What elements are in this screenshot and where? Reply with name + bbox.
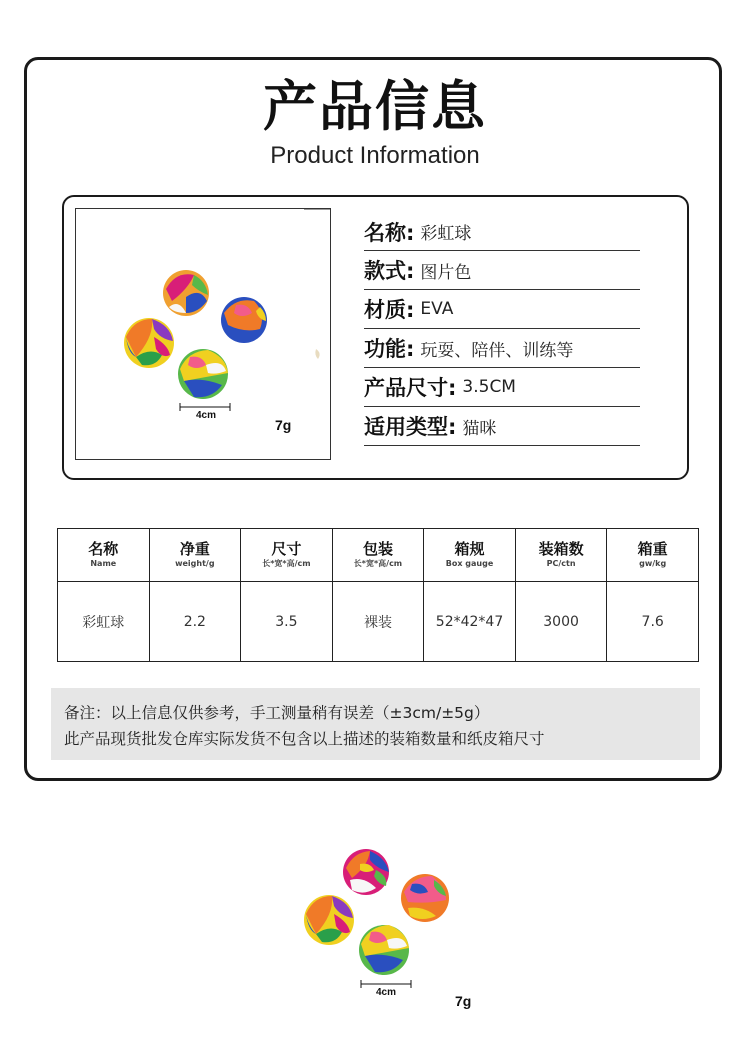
rainbow-ball [343, 849, 389, 895]
header-en: gw/kg [639, 559, 667, 568]
spec-row-style [364, 251, 640, 290]
header-cn: 净重 [179, 540, 210, 558]
table-cell: 7.6 [607, 582, 699, 662]
rainbow-ball [178, 349, 228, 399]
header-cn: 箱重 [637, 540, 668, 558]
table-row [58, 582, 699, 662]
spec-list [364, 213, 640, 446]
header-en: 长*宽*高/cm [353, 559, 403, 568]
spec-value: EVA [420, 299, 454, 319]
spec-value: 猫咪 [462, 418, 497, 439]
bottom-weight-label: 7g [455, 993, 472, 1009]
spec-label: 材质: [364, 298, 415, 322]
rainbow-ball [304, 895, 354, 945]
header-cn: 装箱数 [538, 540, 584, 558]
page-subtitle: Product Information [270, 142, 480, 169]
photo-weight-label: 7g [275, 417, 292, 433]
spec-label: 产品尺寸: [364, 376, 457, 400]
spec-row-name [364, 213, 640, 251]
table-header-row [58, 529, 699, 582]
rainbow-ball [359, 925, 409, 975]
rainbow-ball [124, 318, 174, 368]
table-header-cell [58, 529, 150, 582]
table-header-cell [515, 529, 607, 582]
packing-table [57, 528, 699, 662]
header-en: Name [90, 559, 117, 568]
table-cell: 3000 [515, 582, 607, 662]
spec-row-material [364, 290, 640, 329]
spec-value: 3.5CM [462, 377, 516, 397]
spec-label: 款式: [364, 259, 415, 283]
table-cell: 彩虹球 [58, 582, 150, 662]
table-header-cell [332, 529, 424, 582]
note-line: 此产品现货批发仓库实际发货不包含以上描述的装箱数量和纸皮箱尺寸 [64, 730, 545, 748]
bottom-dimension-label: 4cm [376, 987, 397, 998]
rainbow-ball [221, 297, 267, 343]
table-header-cell [607, 529, 699, 582]
table-cell: 裸装 [332, 582, 424, 662]
rainbow-ball [401, 874, 449, 922]
spec-value: 玩耍、陪伴、训练等 [420, 340, 574, 361]
spec-label: 适用类型: [364, 415, 457, 439]
spec-row-suitable [364, 407, 640, 446]
bottom-product-photo [290, 838, 490, 1018]
header-cn: 名称 [88, 540, 119, 558]
page-title: 产品信息 [263, 75, 487, 138]
rainbow-ball [163, 270, 209, 316]
header-en: Box gauge [445, 559, 494, 568]
note-line: 备注：以上信息仅供参考，手工测量稍有误差（±3cm/±5g） [64, 704, 490, 722]
spec-label: 名称: [364, 220, 415, 245]
table-header-cell [149, 529, 241, 582]
header-en: weight/g [175, 559, 215, 568]
table-header-cell [424, 529, 516, 582]
product-photo [75, 208, 331, 460]
header-cn: 包装 [362, 540, 393, 558]
table-cell: 3.5 [241, 582, 333, 662]
table-cell: 2.2 [149, 582, 241, 662]
table-cell: 52*42*47 [424, 582, 516, 662]
spec-label: 功能: [364, 337, 415, 361]
spec-value: 图片色 [420, 262, 472, 283]
note-box [51, 688, 700, 760]
photo-dimension-label: 4cm [196, 410, 217, 421]
table-header-cell [241, 529, 333, 582]
spec-row-size [364, 368, 640, 407]
header-cn: 尺寸 [271, 540, 302, 558]
rainbow-balls-image [76, 209, 331, 460]
header-en: 长*宽*高/cm [262, 559, 311, 568]
spec-value: 彩虹球 [420, 224, 472, 244]
header-cn: 箱规 [454, 540, 485, 558]
header-en: PC/ctn [546, 559, 576, 568]
spec-row-function [364, 329, 640, 368]
